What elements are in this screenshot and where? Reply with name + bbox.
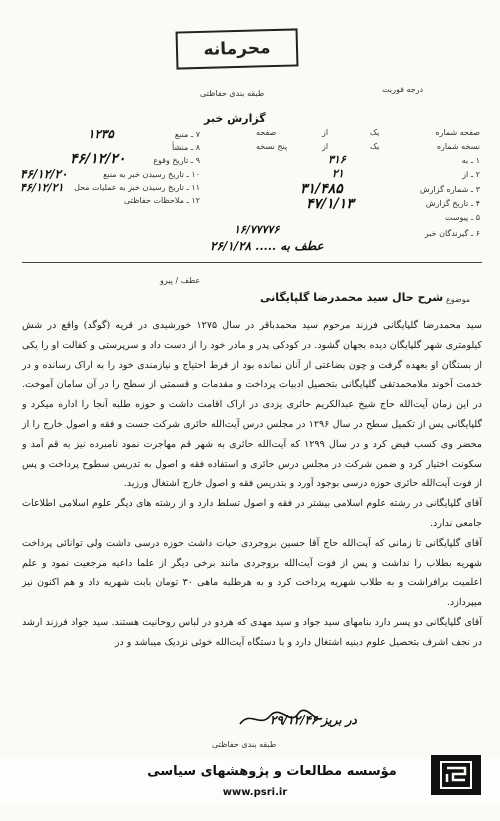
institute-url[interactable]: www.psri.ir <box>222 787 288 798</box>
field-source-value: ۱۲۳۵ <box>88 127 114 141</box>
field-occurrence-date-value: ۴۶/۱۲/۲۰ <box>70 151 126 167</box>
field-to-label: ۱ ـ به <box>461 156 480 165</box>
handwritten-number: ۱۶/۷۷۷۷۶ <box>234 223 280 236</box>
urgency-label: درجه فوریت <box>382 85 424 94</box>
field-attachment-label: ۵ ـ پیوست <box>444 213 480 222</box>
field-received-ops-value: ۴۶/۱۲/۲۱ <box>20 181 64 194</box>
field-report-number-value: ۳۱/۴۸۵ <box>300 181 343 197</box>
document-body <box>22 316 482 653</box>
field-source-label: ۷ ـ منبع <box>174 130 200 139</box>
field-security-notes-label: ۱۲ ـ ملاحظات حفاظتی <box>124 196 200 205</box>
field-copy-mid: یک <box>370 142 380 151</box>
field-occurrence-date-label: ۹ ـ تاریخ وقوع <box>153 156 200 165</box>
field-from-value: ۲۱ <box>332 167 344 180</box>
field-from-label: ۲ ـ از <box>462 170 480 179</box>
reference-label: عطف / پیرو <box>160 276 201 285</box>
field-page-label: صفحه شماره <box>435 128 480 137</box>
handwritten-note: عطف به ..... ۲۶/۱/۲۸ <box>210 239 324 253</box>
field-to-value: ۳۱۶ <box>328 153 346 166</box>
institute-name: مؤسسه مطالعات و پژوهشهای سیاسی <box>147 764 397 779</box>
report-title: گزارش خبر <box>204 112 266 125</box>
field-copy-tail2: پنج نسخه <box>256 142 288 151</box>
subject-text: شرح حال سید محمدرضا گلپایگانی <box>260 291 444 304</box>
confidential-stamp <box>176 28 299 69</box>
paragraph-expertise: آقای گلپایگانی در رشته علوم اسلامی بیشتر در فقه و اصول تسلط دارد و از رشته های دیگر علوم اسلامی اطلاعات جامعی ندارد. <box>22 498 482 529</box>
paragraph-biography: سید محمدرضا گلپایگانی فرزند مرحوم سید محمدباقر در سال ۱۲۷۵ خورشیدی در قریه (گوگد) واقع در شش کیلومتری شهر گلپایگان دیده بجهان گشود. در کودکی پدر و مادر خود را از دست داد و سرپرستی و کفالت او را یکی از بستگان او بعهده گرفت و چون بضاعتی از آنان نمانده بود از فرط احتیاج و نیازمندی خود را به اراک رسانده و در خدمت آخوند ملامحمدتقی گلپایگانی بتحصیل ادبیات پرداخت و مقدمات و قسمتی از سطح را در آن سامان آموخت. در این زمان آیت‌الله حاج شیخ عبدالکریم حائری یزدی در اراک اقامت داشت و حوزه طلبه آنجا را اداره میکرد و گلپایگانی پس از تکمیل سطح در سال ۱۲۹۶ در مجلس درس آیت‌الله حائری شرکت جست و فقه و اصول خارج را از محضر وی کسب فیض کرد و در سال ۱۲۹۹ که آیت‌الله حائری به شهر قم مهاجرت نمود نامبرده نیز به قم آمد و سکونت اختیار کرد و ضمن شرکت در مجلس درس حائری و استفاده فقه و اصول به تدریس سطوح پرداخت و پس از فوت آیت‌الله حائری حوزه درسی بوجود آورد و بتدریس فقه و اصول خارج اشتغال ورزید. <box>22 320 483 490</box>
field-recipients-label: ۶ ـ گیرندگان خبر <box>424 229 480 238</box>
field-page-tail: از <box>322 128 329 137</box>
field-report-number-label: ۳ ـ شماره گزارش <box>419 185 480 194</box>
stamp-text: محرمانه <box>203 38 271 60</box>
field-received-source-label: ۱۰ ـ تاریخ رسیدن خبر به منبع <box>103 170 200 179</box>
field-copy-label: نسخه شماره <box>436 142 480 151</box>
paragraph-sons: آقای گلپایگانی دو پسر دارد بنامهای سید جواد و سید مهدی که هردو در لباس روحانیت هستند. سید جواد فرزند ارشد در نجف اشرف بتحصیل علوم دینیه اشتغال دارد و با دستگاه آیت‌الله خوئی نزدیک میباشد و در <box>22 616 482 648</box>
paragraph-stipends: آقای گلپایگانی تا زمانی که آیت‌الله حاج آقا حسین بروجردی حیات داشت حوزه درسی داشت ولی توانائی پرداخت شهریه بطلاب را نداشت و پس از فوت آیت‌الله بروجردی مانند برخی دیگر از علما داعیه مرجعیت نمود و علم اعلمیت برافراشت و به طلاب شهریه پرداخت کرد و به هرطلبه ماهی ۳۰ تومان بابت شهریه داد و هم اکنون نیز میپردازد. <box>22 537 482 609</box>
institute-logo-icon <box>431 755 481 795</box>
divider-line <box>22 262 482 263</box>
signature-mark <box>236 708 326 730</box>
field-page-mid: یک <box>370 128 380 137</box>
signature-date: در بریز ۲۹/۱۲/۴۶ <box>270 713 357 727</box>
bottom-classification: طبقه بندی حفاظتی <box>212 740 277 749</box>
field-report-date-value: ۴۷/۱/۱۳ <box>306 196 354 212</box>
subject-label: موضوع <box>446 295 471 304</box>
field-received-ops-label: ۱۱ ـ تاریخ رسیدن خبر به عملیات محل <box>74 183 200 192</box>
field-page-tail2: صفحه <box>256 128 277 137</box>
classification-label: طبقه بندی حفاظتی <box>200 89 265 98</box>
field-copy-tail: از <box>322 142 329 151</box>
field-origin-label: ۸ ـ منشأ <box>172 143 200 152</box>
field-received-source-value: ۴۶/۱۲/۲۰ <box>20 167 68 181</box>
field-report-date-label: ۴ ـ تاریخ گزارش <box>425 199 480 208</box>
